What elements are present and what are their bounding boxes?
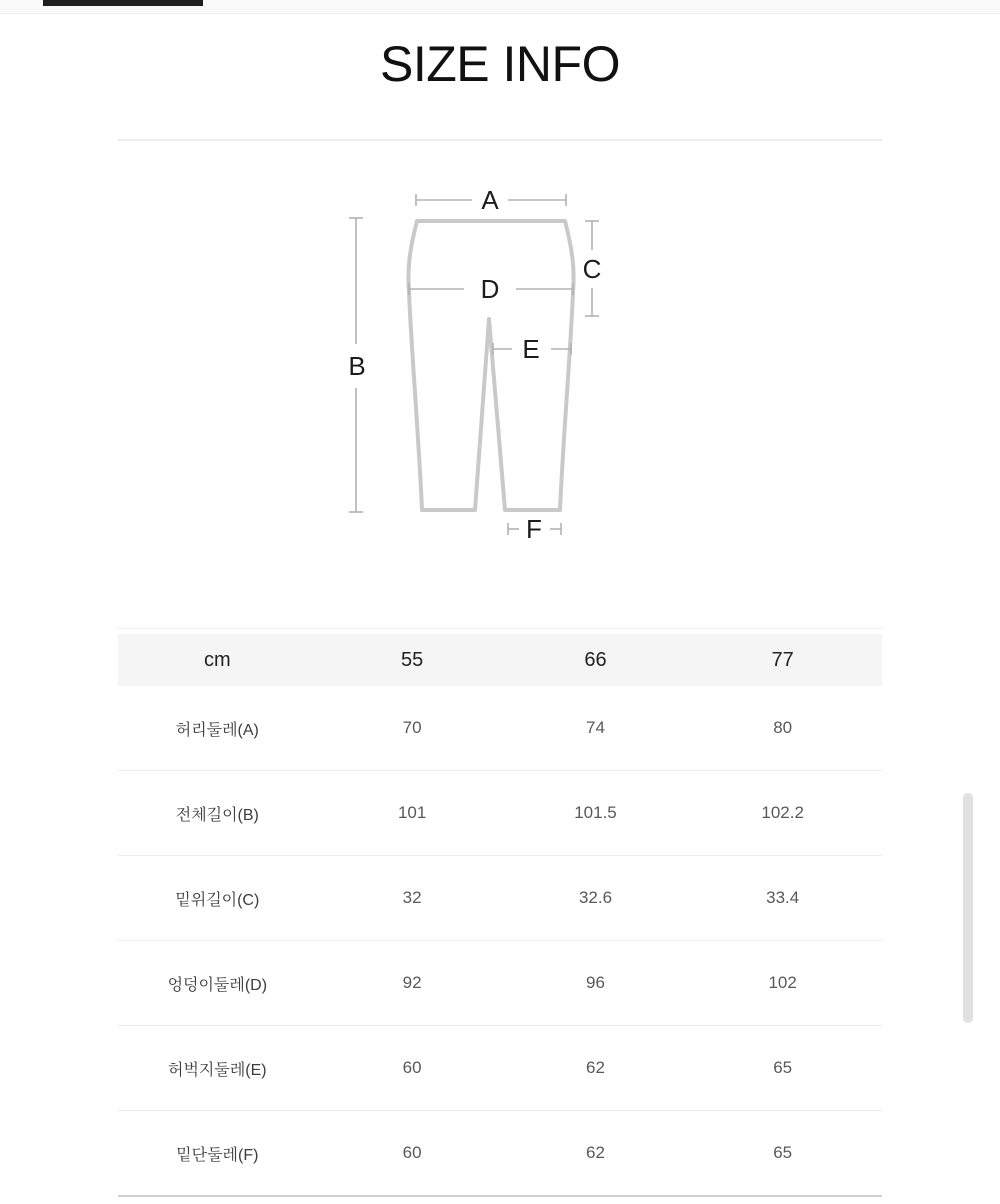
measure-label-c: C: [582, 254, 602, 284]
scrollbar-thumb[interactable]: [963, 793, 973, 1023]
table-header-size-77: 77: [771, 648, 794, 671]
pants-measurement-diagram: [298, 160, 702, 560]
row-value: 62: [586, 1143, 605, 1162]
measure-label-e: E: [522, 334, 540, 364]
row-value: 65: [773, 1143, 793, 1162]
table-row-rise: [118, 856, 882, 941]
measure-label-b: B: [348, 351, 366, 381]
row-value: 65: [773, 1058, 793, 1077]
row-value: 32: [402, 888, 422, 907]
row-label: 허벅지둘레(E): [168, 1061, 267, 1079]
table-row-waist: [118, 686, 882, 771]
measure-label-a: A: [481, 185, 499, 215]
table-header-size-55: 55: [401, 648, 424, 671]
table-header-unit: cm: [203, 648, 231, 671]
row-value: 102: [768, 973, 797, 992]
row-label: 전체길이(B): [175, 806, 259, 824]
row-label: 허리둘레(A): [175, 721, 259, 739]
row-label: 밑위길이(C): [175, 891, 260, 909]
row-value: 32.6: [578, 888, 613, 907]
table-row-hip: [118, 941, 882, 1026]
row-value: 60: [402, 1143, 422, 1162]
row-value: 101: [397, 803, 427, 822]
row-value: 80: [773, 718, 793, 737]
pants-outline-shape: [408, 221, 573, 510]
size-table-header: [118, 634, 882, 686]
row-value: 74: [586, 718, 605, 737]
table-row-hem: [118, 1111, 882, 1197]
row-label: 밑단둘레(F): [176, 1146, 259, 1164]
size-table: [118, 628, 882, 1197]
title-divider: [118, 139, 882, 141]
table-row-total-length: [118, 771, 882, 856]
row-value: 92: [402, 973, 422, 992]
row-value: 96: [586, 973, 605, 992]
row-label: 엉덩이둘레(D): [167, 976, 268, 994]
table-header-size-66: 66: [584, 648, 607, 671]
row-value: 33.4: [766, 888, 800, 907]
row-value: 60: [402, 1058, 422, 1077]
row-value: 102.2: [761, 803, 804, 822]
row-value: 70: [402, 718, 422, 737]
measure-label-f: F: [526, 514, 542, 544]
measure-label-d: D: [480, 274, 500, 304]
top-progress-bar: [43, 0, 203, 6]
row-value: 62: [586, 1058, 605, 1077]
row-value: 101.5: [574, 803, 617, 822]
page-title: SIZE INFO: [380, 36, 620, 92]
table-row-thigh: [118, 1026, 882, 1111]
